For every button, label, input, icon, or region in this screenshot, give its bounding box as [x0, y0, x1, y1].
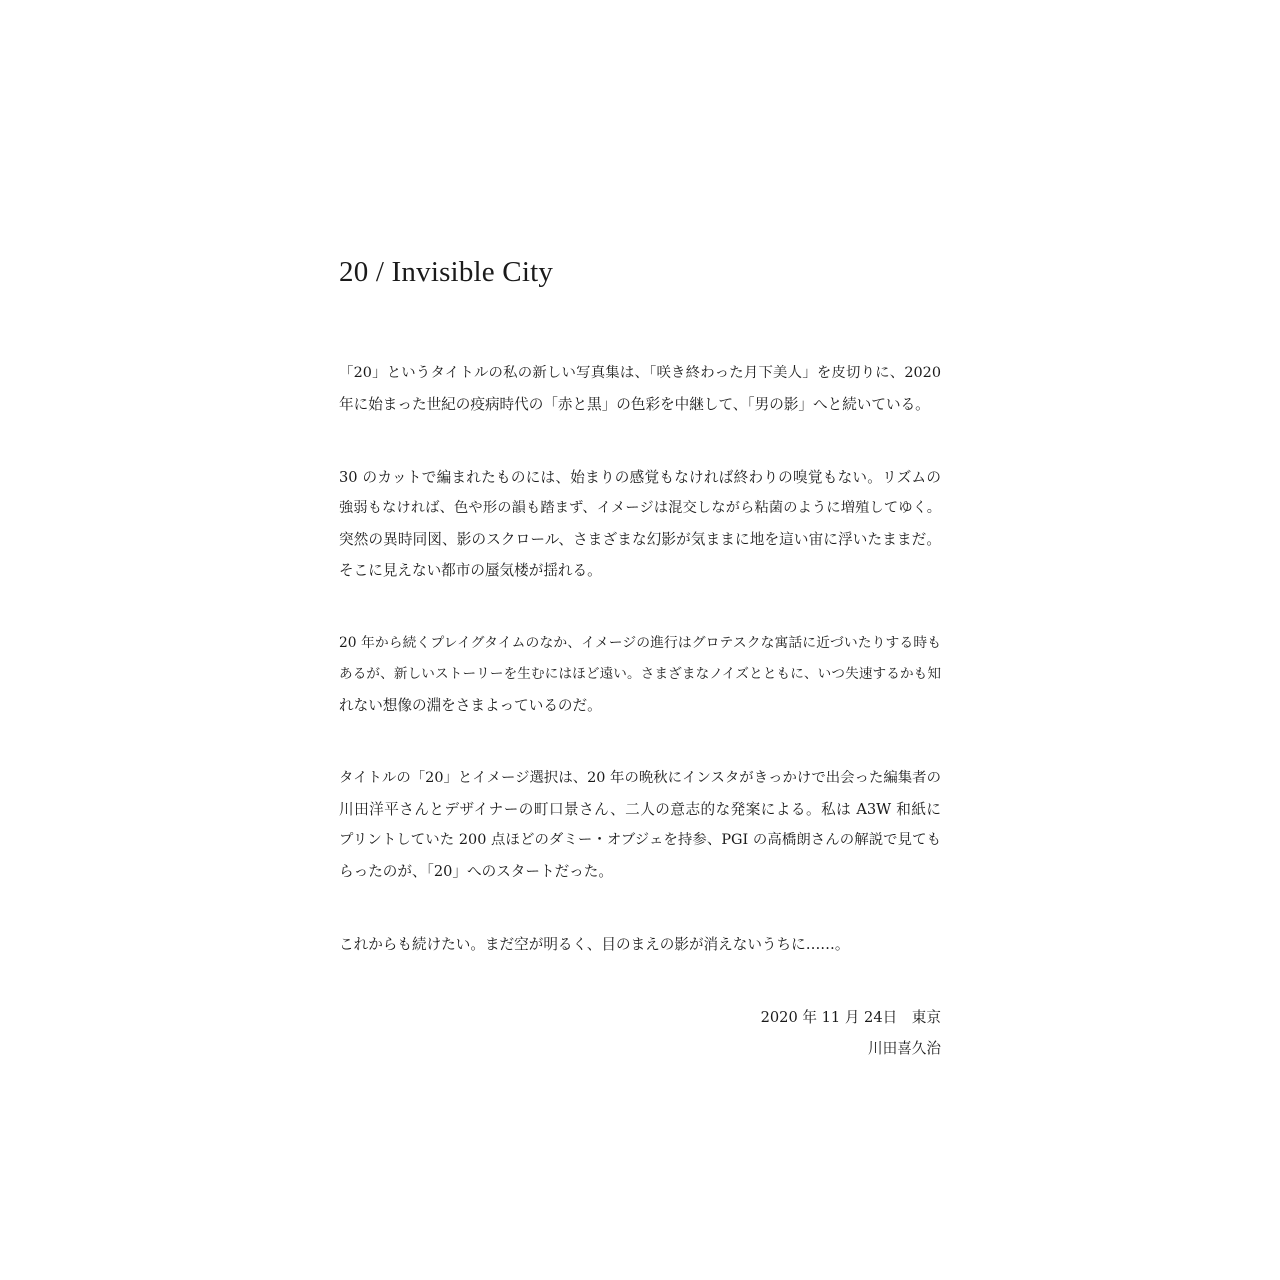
paragraph-line: 「20」というタイトルの私の新しい写真集は、「咲き終わった月下美人」を皮切りに、2020	[339, 365, 941, 381]
paragraph-line: 30 のカットで編まれたものには、始まりの感覚もなければ終わりの嗅覚もない。リズムの	[339, 469, 941, 486]
paragraph-line: これからも続けたい。まだ空が明るく、目のまえの影が消えないうちに……。	[339, 936, 850, 953]
paragraph-line: 強弱もなければ、色や形の韻も踏まず、イメージは混交しながら粘菌のように増殖してゆく。	[339, 500, 941, 516]
signature-author: 川田喜久治	[868, 1040, 941, 1057]
paragraph-1	[339, 358, 941, 420]
paragraph-line: らったのが、「20」へのスタートだった。	[339, 863, 613, 880]
essay-page	[339, 250, 941, 1064]
paragraph-line: 突然の異時同図、影のスクロール、さまざまな幻影が気ままに地を這い宙に浮いたままだ。	[339, 531, 941, 548]
paragraph-line: プリントしていた 200 点ほどのダミー・オブジェを持参、PGI の高橋朗さんの解説で見ても	[339, 832, 941, 848]
paragraph-line: れない想像の淵をさまよっているのだ。	[339, 697, 602, 714]
paragraph-2	[339, 462, 941, 586]
paragraph-5	[339, 929, 941, 960]
paragraph-line: そこに見えない都市の蜃気楼が揺れる。	[339, 562, 602, 579]
essay-body	[339, 358, 941, 960]
signature-block	[339, 1002, 941, 1064]
paragraph-line: 20 年から続くプレイグタイムのなか、イメージの進行はグロテスクな寓話に近づいたりする時も	[339, 635, 941, 651]
paragraph-line: 川田洋平さんとデザイナーの町口景さん、二人の意志的な発案による。私は A3W 和紙に	[339, 801, 941, 818]
page-title: 20 / Invisible City	[339, 256, 554, 288]
paragraph-line: 年に始まった世紀の疫病時代の「赤と黒」の色彩を中継して、「男の影」へと続いている。	[339, 396, 930, 413]
signature-date-place: 2020 年 11 月 24日 東京	[760, 1009, 941, 1026]
paragraph-3	[339, 628, 941, 721]
paragraph-4	[339, 763, 941, 887]
paragraph-line: あるが、新しいストーリーを生むにはほど遠い。さまざまなノイズとともに、いつ失速するかも知	[339, 666, 941, 682]
paragraph-line: タイトルの「20」とイメージ選択は、20 年の晩秋にインスタがきっかけで出会った編集者の	[339, 770, 941, 786]
